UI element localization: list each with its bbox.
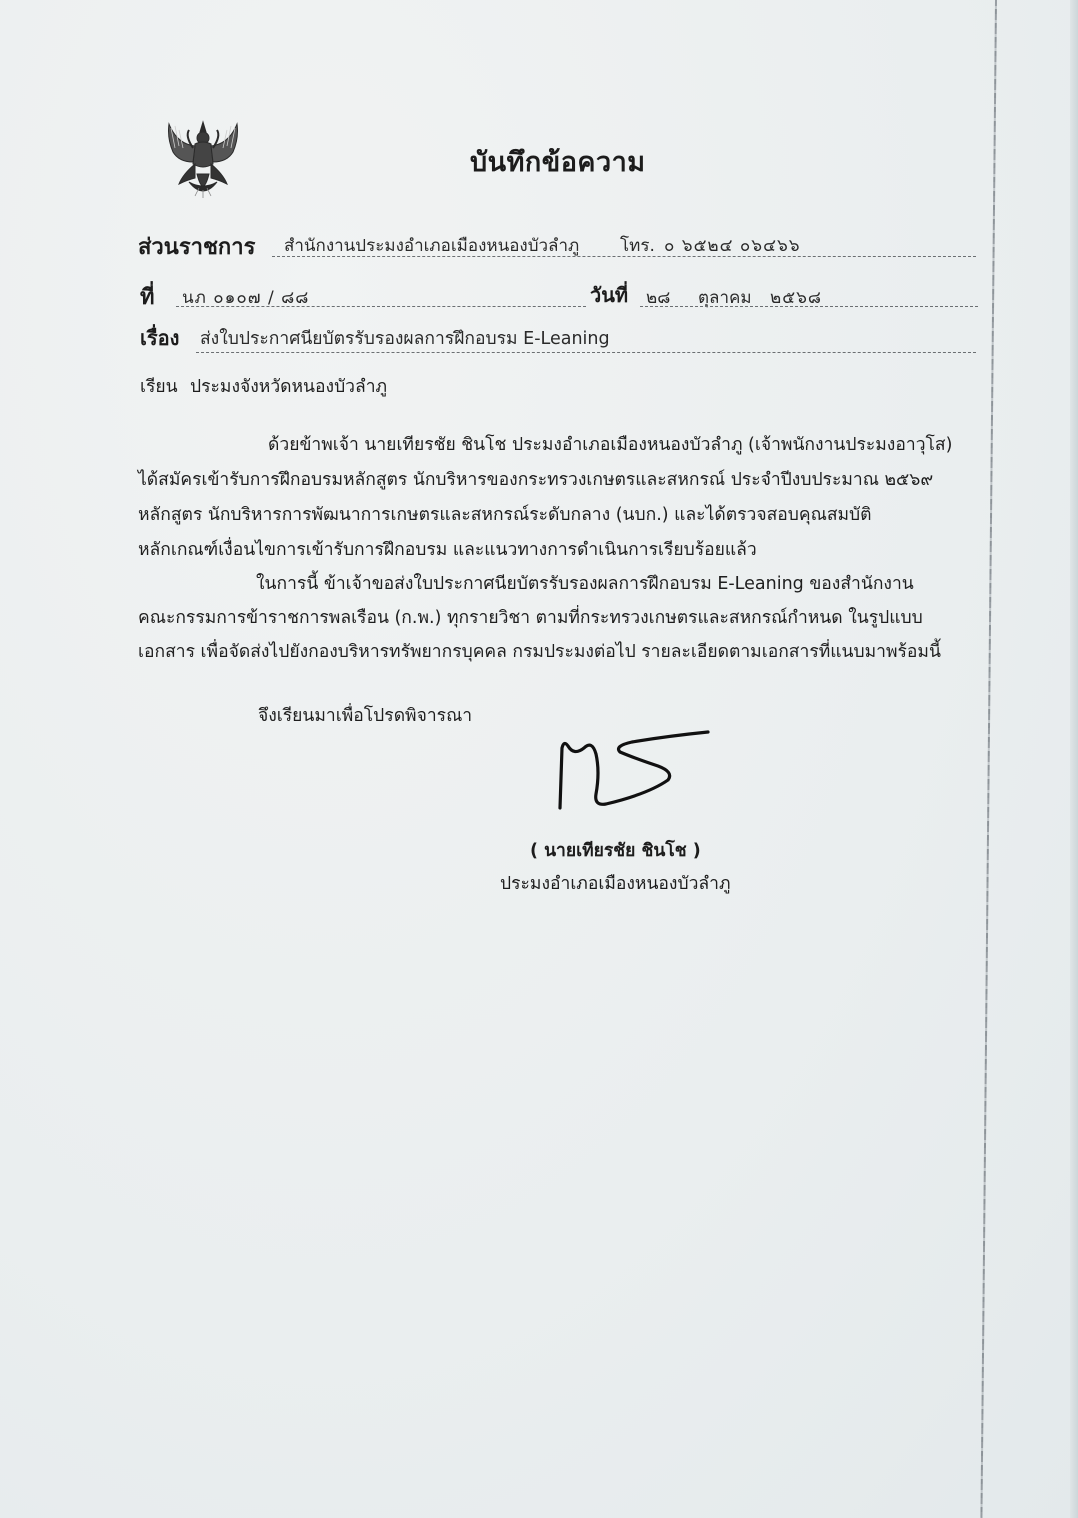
agency-label: ส่วนราชการ <box>138 235 256 260</box>
date-label: วันที่ <box>590 283 629 307</box>
salutation-label: เรียน <box>140 377 178 397</box>
subject-label: เรื่อง <box>140 326 180 350</box>
reference-value: นภ ๐๑๐๗ / ๘๘ <box>182 288 310 308</box>
date-dotted-line <box>640 306 978 307</box>
subject-value: ส่งใบประกาศนียบัตรรับรองผลการฝึกอบรม E-Leaning <box>200 329 610 349</box>
reference-dotted-line <box>176 306 586 307</box>
agency-value: สำนักงานประมงอำเภอเมืองหนองบัวลำภู <box>284 236 580 256</box>
date-day: ๒๘ <box>646 288 671 308</box>
paragraph1-line2: ได้สมัครเข้ารับการฝึกอบรมหลักสูตร นักบริหารของกระทรวงเกษตรและสหกรณ์ ประจำปีงบประมาณ ๒๕๖๙ <box>138 470 934 490</box>
paragraph2-line2: คณะกรรมการข้าราชการพลเรือน (ก.พ.) ทุกรายวิชา ตามที่กระทรวงเกษตรและสหกรณ์กำหนด ในรูปแบบ <box>138 608 923 628</box>
salutation-recipient: ประมงจังหวัดหนองบัวลำภู <box>190 377 388 397</box>
date-year: ๒๕๖๘ <box>770 288 822 308</box>
closing-text: จึงเรียนมาเพื่อโปรดพิจารณา <box>258 706 473 726</box>
document-title: บันทึกข้อความ <box>470 147 646 178</box>
date-month: ตุลาคม <box>698 288 752 308</box>
paragraph1-line3: หลักสูตร นักบริหารการพัฒนาการเกษตรและสหกรณ์ระดับกลาง (นบก.) และได้ตรวจสอบคุณสมบัติ <box>138 505 872 525</box>
paragraph2-line1: ในการนี้ ข้าเจ้าขอส่งใบประกาศนียบัตรรับรองผลการฝึกอบรม E-Leaning ของสำนักงาน <box>256 574 914 594</box>
handwritten-signature-icon <box>548 728 718 810</box>
signatory-position: ประมงอำเภอเมืองหนองบัวลำภู <box>500 874 731 894</box>
subject-dotted-line <box>196 352 976 353</box>
agency-dotted-line <box>272 256 976 257</box>
paper-edge <box>1070 0 1078 1518</box>
phone-value: ๐ ๖๕๒๔ ๐๖๔๖๖ <box>664 236 801 256</box>
paragraph1-line1: ด้วยข้าพเจ้า นายเทียรชัย ชินโช ประมงอำเภอเมืองหนองบัวลำภู (เจ้าพนักงานประมงอาวุโส) <box>268 435 953 455</box>
signatory-name: ( นายเทียรชัย ชินโช ) <box>530 841 701 861</box>
garuda-emblem-icon <box>165 118 241 200</box>
phone-label: โทร. <box>620 236 655 256</box>
reference-label: ที่ <box>140 285 155 310</box>
paragraph1-line4: หลักเกณฑ์เงื่อนไขการเข้ารับการฝึกอบรม และแนวทางการดำเนินการเรียบร้อยแล้ว <box>138 540 757 560</box>
paragraph2-line3: เอกสาร เพื่อจัดส่งไปยังกองบริหารทรัพยากรบุคคล กรมประมงต่อไป รายละเอียดตามเอกสารที่แนบมาพร้อมนี้ <box>138 642 941 662</box>
